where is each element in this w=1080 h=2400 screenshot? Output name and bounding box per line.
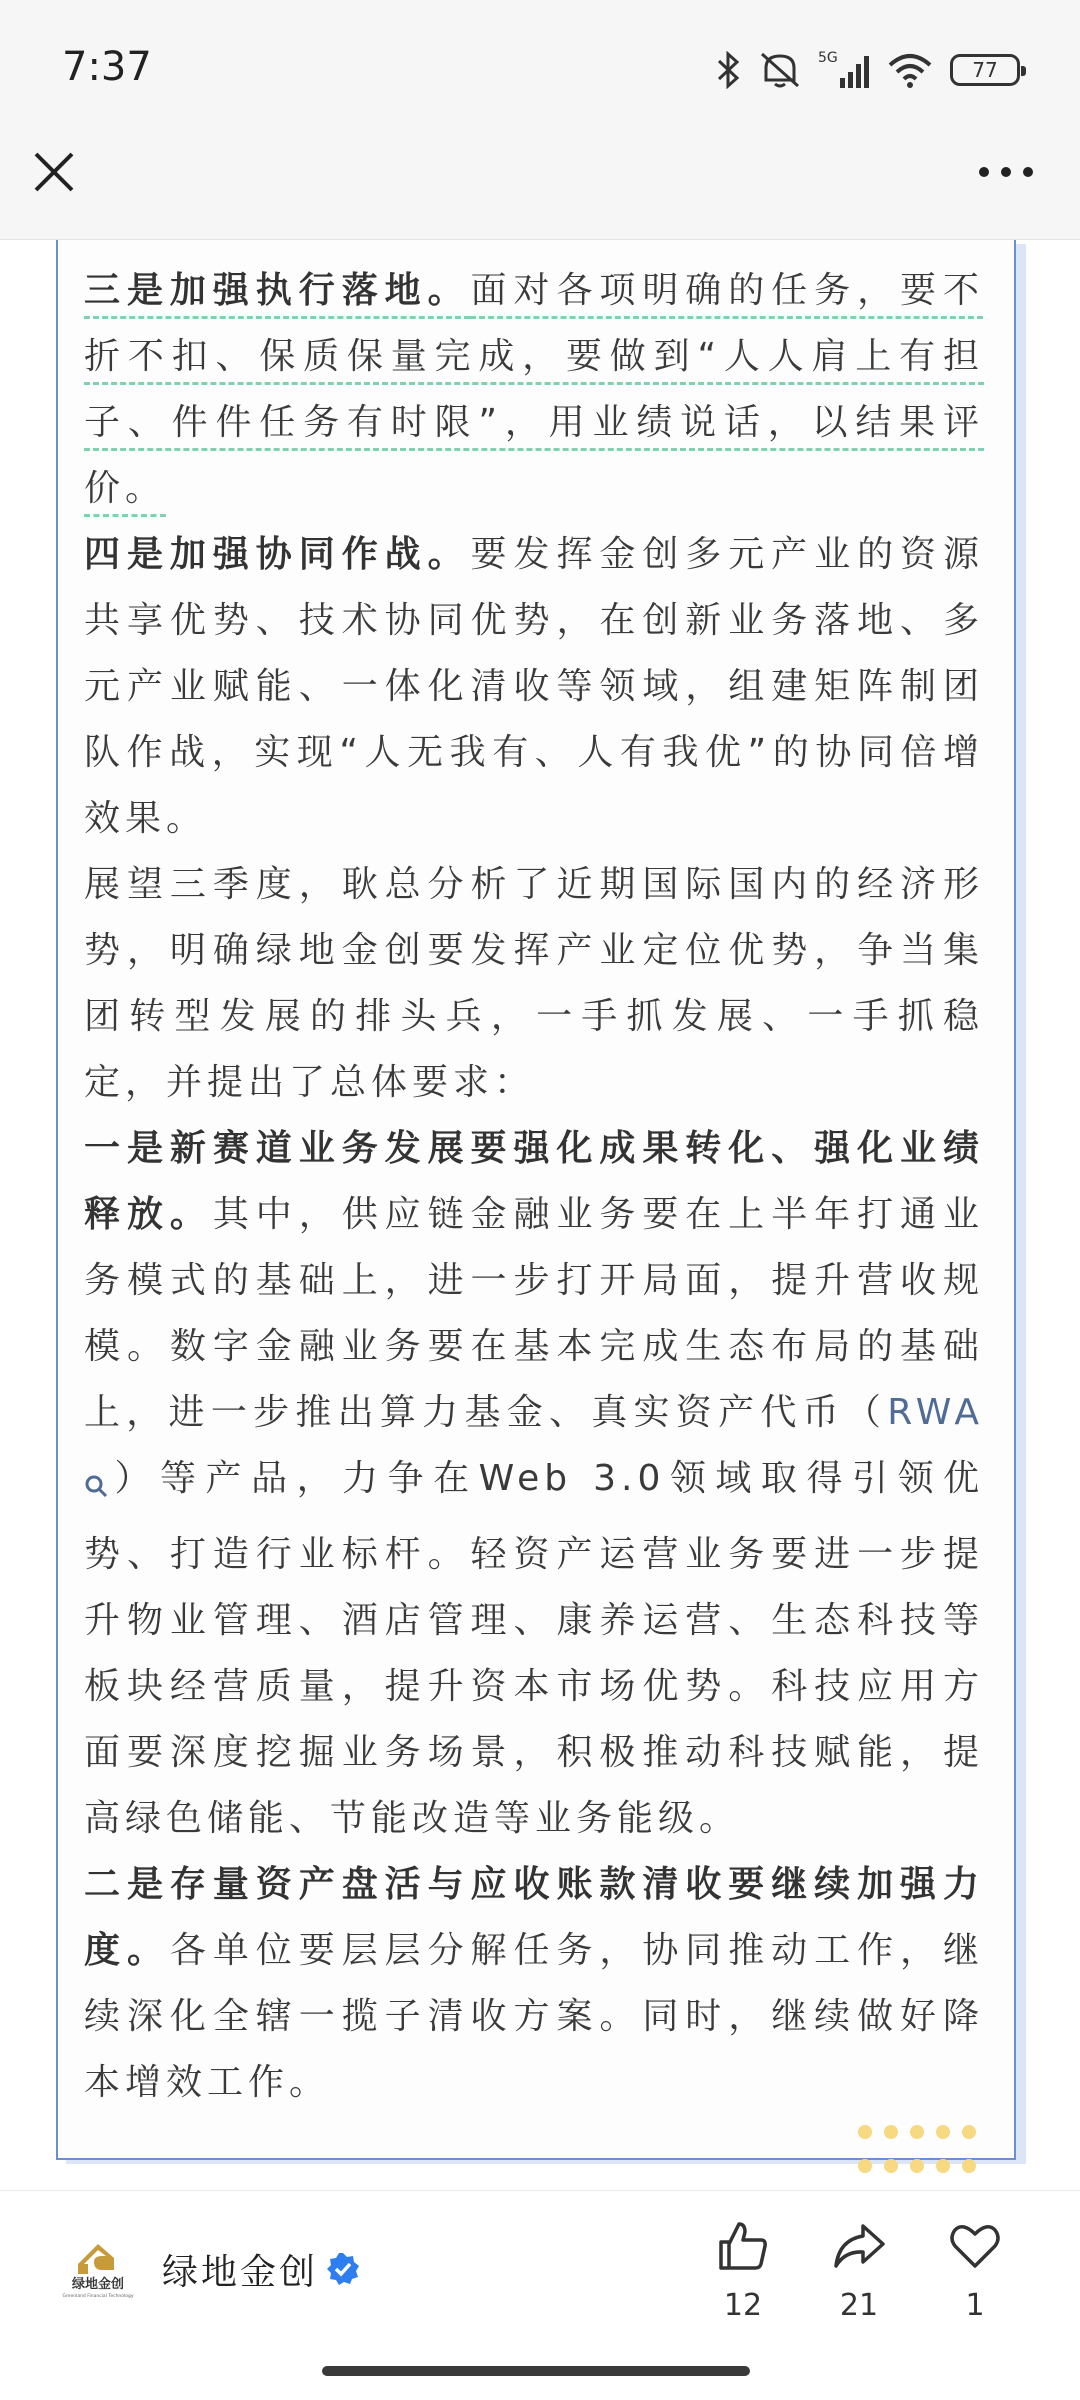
favorite-count: 1 [965, 2288, 985, 2323]
battery-icon: 77 [950, 54, 1020, 86]
close-icon [30, 148, 78, 196]
logo-text: 绿地金创 [71, 2277, 125, 2292]
paragraph-collaboration [84, 522, 984, 852]
article-body [84, 258, 984, 2116]
heading-execution: 三是加强执行落地。 [84, 270, 471, 311]
mute-icon [758, 50, 802, 90]
share-icon [831, 2218, 887, 2274]
search-icon [84, 1456, 110, 1522]
verified-icon [325, 2251, 361, 2287]
status-time: 7:37 [62, 44, 152, 90]
highlighted-sentence[interactable] [84, 270, 984, 509]
wifi-icon [886, 51, 934, 89]
paragraph-new-track-text-a: 其中，供应链金融业务要在上半年打通业务模式的基础上，进一步打开局面，提升营收规模。数字金融业务要在基本完成生态布局的基础上，进一步推出算力基金、真实资产代币（ [84, 1194, 984, 1433]
more-button[interactable] [976, 160, 1036, 184]
heading-new-track: 一是新赛道业务发展要强化成果转化、强化业绩释放。 [84, 1128, 984, 1235]
heading-collaboration: 四是加强协同作战。 [84, 534, 471, 575]
favorite-button[interactable] [930, 2218, 1020, 2323]
paragraph-new-track-text-b: ）等产品，力争在Web 3.0领域取得引领优势、打造行业标杆。轻资产运营业务要进一步提升物业管理、酒店管理、康养运营、生态科技等板块经营质量，提升资本市场优势。科技应用方面要深度挖掘业务场景，积极推动科技赋能，提高绿色储能、节能改造等业务能级。 [84, 1458, 984, 1839]
heading-assets: 二是存量资产盘活与应收账款清收要继续加强力度。 [84, 1864, 984, 1971]
bluetooth-icon [716, 51, 742, 89]
like-button[interactable] [698, 2218, 788, 2323]
home-indicator[interactable] [322, 2366, 750, 2376]
decorative-dots [858, 2125, 978, 2185]
rwa-link-label: RWA [887, 1392, 984, 1433]
paragraph-assets-text: 各单位要层层分解任务，协同推动工作，继续深化全辖一揽子清收方案。同时，继续做好降本增效工作。 [84, 1930, 984, 2103]
logo-subtext: Greenland Financial Technology [62, 2294, 134, 2299]
paragraph-assets [84, 1852, 984, 2116]
paragraph-new-track [84, 1116, 984, 1852]
account-name[interactable]: 绿地金创 [162, 2252, 319, 2293]
network-label: 5G [818, 50, 838, 66]
account-logo[interactable] [58, 2230, 138, 2300]
more-icon [976, 160, 1036, 184]
heart-icon [947, 2218, 1003, 2274]
like-count: 12 [723, 2288, 763, 2323]
paragraph-outlook: 展望三季度，耿总分析了近期国际国内的经济形势，明确绿地金创要发挥产业定位优势，争当集团转型发展的排头兵，一手抓发展、一手抓稳定，并提出了总体要求： [84, 864, 984, 1103]
share-count: 21 [839, 2288, 879, 2323]
share-button[interactable] [814, 2218, 904, 2323]
thumbs-up-icon [715, 2218, 771, 2274]
paragraph-collaboration-text: 要发挥金创多元产业的资源共享优势、技术协同优势，在创新业务落地、多元产业赋能、一体化清收等领域，组建矩阵制团队作战，实现“人无我有、人有我优”的协同倍增效果。 [84, 534, 984, 839]
close-button[interactable] [30, 148, 78, 196]
top-nav-bar [0, 140, 1080, 240]
paragraph-execution [84, 258, 984, 522]
signal-icon [818, 50, 870, 90]
paragraph-execution-text: 面对各项明确的任务，要不折不扣、保质保量完成，要做到“人人肩上有担子、件件任务有时限”，用业绩说话，以结果评价。 [84, 270, 984, 509]
status-icons [716, 50, 1020, 90]
